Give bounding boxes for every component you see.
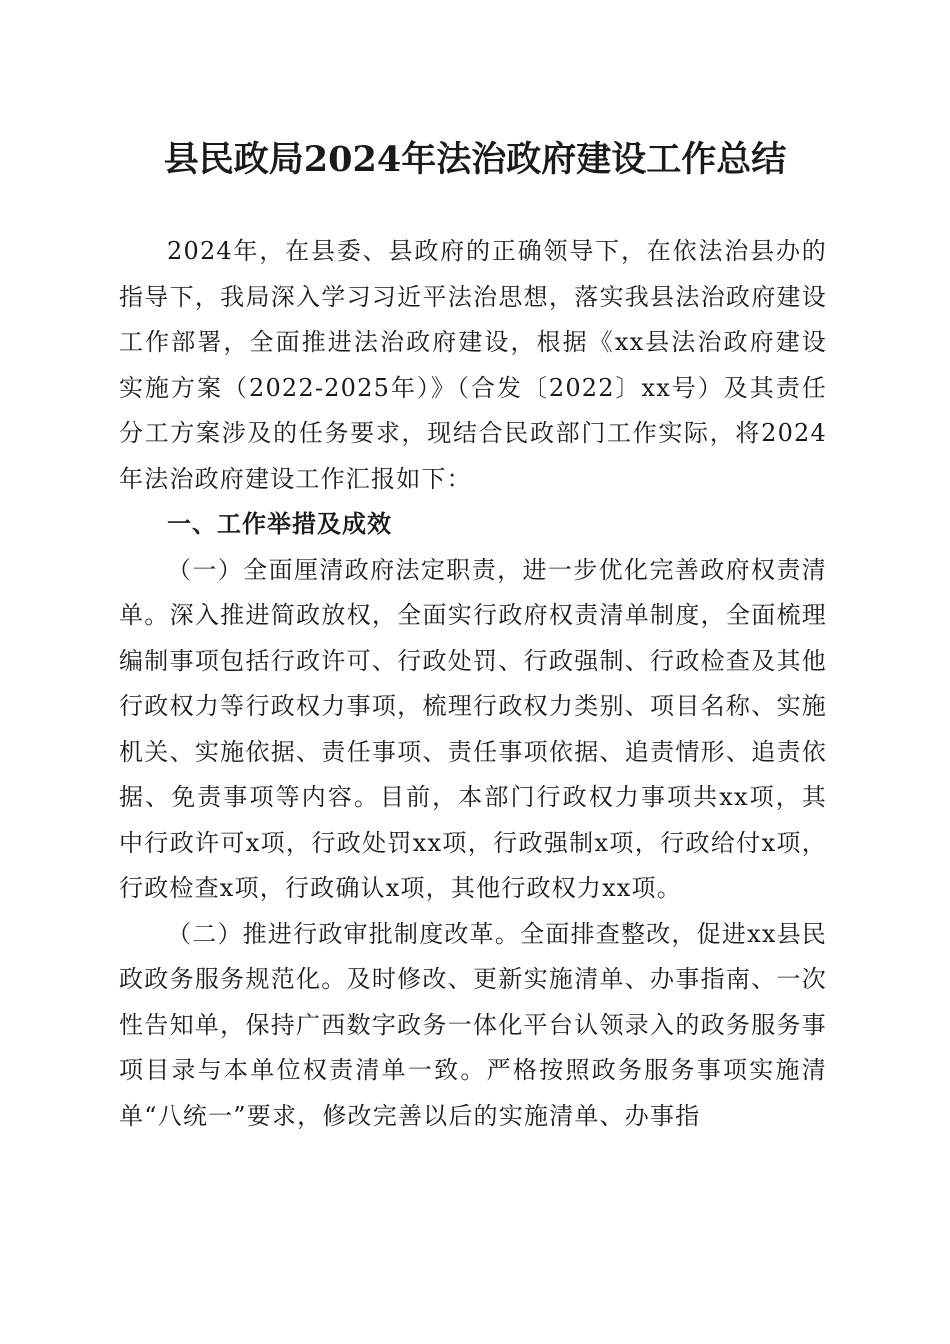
document-title: 县民政局2024年法治政府建设工作总结 xyxy=(163,139,787,180)
intro-paragraph: 2024年，在县委、县政府的正确领导下，在依法治县办的指导下，我局深入学习习近平法治思想，落实我县法治政府建设工作部署，全面推进法治政府建设，根据《xx县法治政府建设实施方案（2022-2025年）》（合发〔2022〕xx号）及其责任分工方案涉及的任务要求，现结合民政部门工作实际，将2024年法治政府建设工作汇报如下： xyxy=(119,237,827,493)
document-body xyxy=(119,229,827,1139)
section-heading: 一、工作举措及成效 xyxy=(167,510,392,538)
item-1-body: 深入推进简政放权，全面实行政府权责清单制度，全面梳理编制事项包括行政许可、行政处罚、行政强制、行政检查及其他行政权力等行政权力事项，梳理行政权力类别、项目名称、实施机关、实施依据、责任事项、责任事项依据、追责情形、追责依据、免责事项等内容。目前，本部门行政权力事项共xx项，其中行政许可x项，行政处罚xx项，行政强制x项，行政给付x项，行政检查x项，行政确认x项，其他行政权力xx项。 xyxy=(119,601,827,902)
item-1-paragraph xyxy=(119,548,827,912)
item-2-lead: （二）推进行政审批制度改革。 xyxy=(167,919,521,948)
item-1-lead: （一）全面厘清政府法定职责，进一步优化完善政府权责清单。 xyxy=(119,555,827,629)
item-2-paragraph xyxy=(119,912,827,1140)
item-2-body: 全面排查整改，促进xx县民政政务服务规范化。及时修改、更新实施清单、办事指南、一次性告知单，保持广西数字政务一体化平台认领录入的政务服务事项目录与本单位权责清单一致。严格按照政务服务事项实施清单“八统一”要求，修改完善以后的实施清单、办事指 xyxy=(119,919,827,1130)
